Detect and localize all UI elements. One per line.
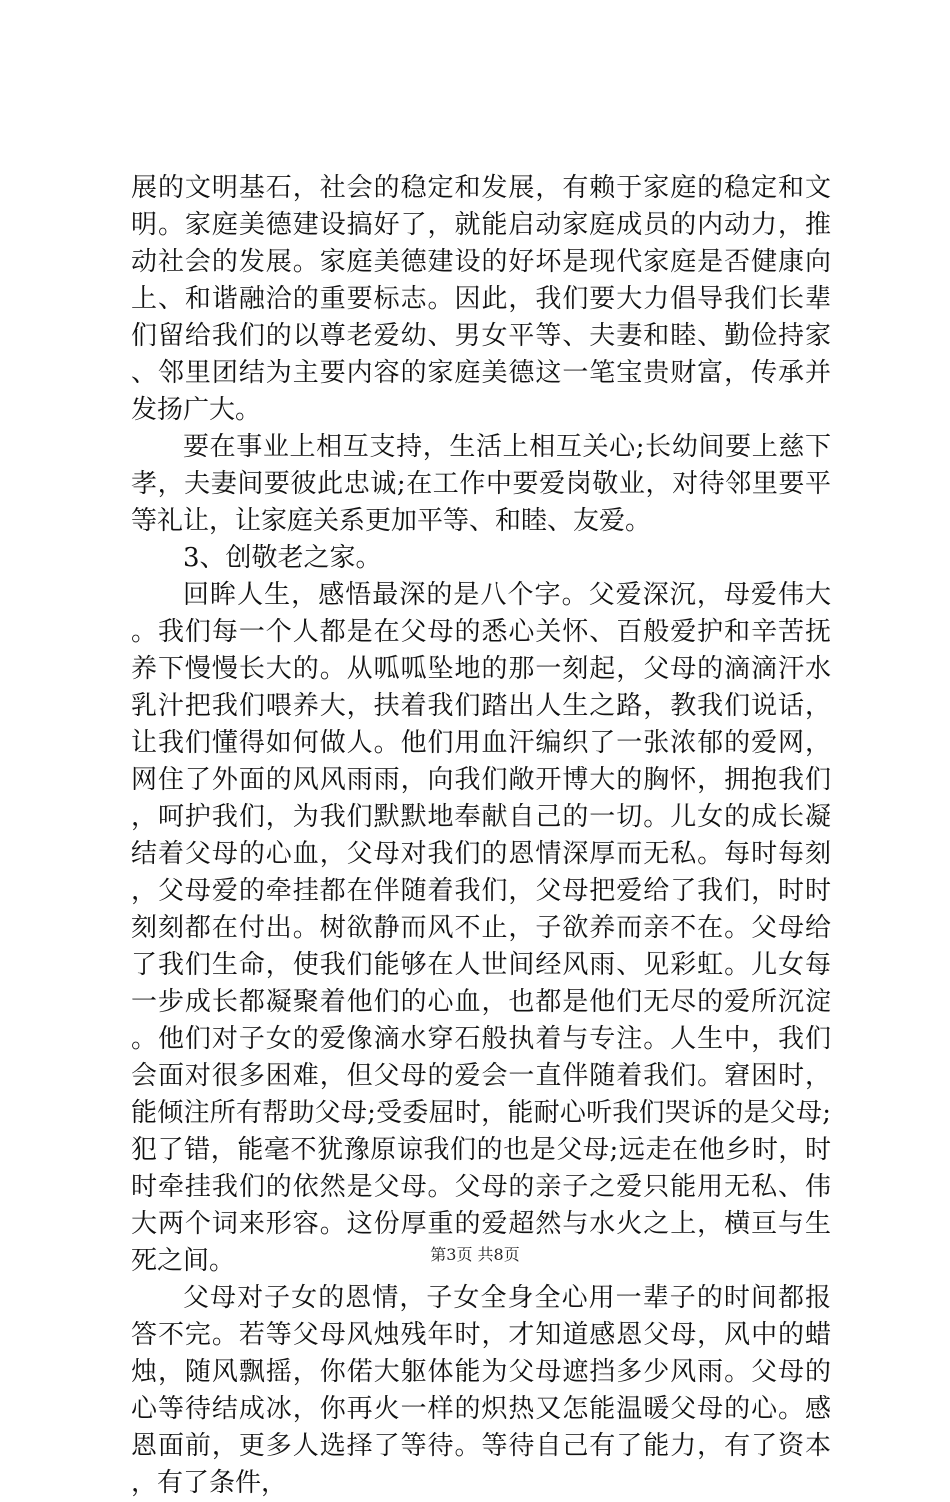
paragraph-gratitude: 父母对子女的恩情，子女全身全心用一辈子的时间都报答不完。若等父母风烛残年时，才知道感恩父母，风中的蜡烛，随风飘摇，你偌大躯体能为父母遮挡多少风雨。父母的心等待结成冰，你再火一样的炽热又怎能温暖父母的心。感恩面前，更多人选择了等待。等待自己有了能力，有了资本，有了条件，: [131, 1283, 831, 1498]
paragraph-mutual-support: 要在事业上相互支持，生活上相互关心;长幼间要上慈下孝，夫妻间要彼此忠诚;在工作中要爱岗敬业，对待邻里要平等礼让，让家庭关系更加平等、和睦、友爱。: [131, 432, 831, 536]
paragraph-family-virtue: 展的文明基石，社会的稳定和发展，有赖于家庭的稳定和文明。家庭美德建设搞好了，就能启动家庭成员的内动力，推动社会的发展。家庭美德建设的好坏是现代家庭是否健康向上、和谐融洽的重要标志。因此，我们要大力倡导我们长辈们留给我们的以尊老爱幼、男女平等、夫妻和睦、勤俭持家、邻里团结为主要内容的家庭美德这一笔宝贵财富，传承并发扬广大。: [131, 173, 831, 425]
paragraph-parents-love: 回眸人生，感悟最深的是八个字。父爱深沉，母爱伟大。我们每一个人都是在父母的悉心关怀、百般爱护和辛苦抚养下慢慢长大的。从呱呱坠地的那一刻起，父母的滴滴汗水乳汁把我们喂养大，扶着我们踏出人生之路，教我们说话，让我们懂得如何做人。他们用血汗编织了一张浓郁的爱网，网住了外面的风风雨雨，向我们敞开博大的胸怀，拥抱我们，呵护我们，为我们默默地奉献自己的一切。儿女的成长凝结着父母的心血，父母对我们的恩情深厚而无私。每时每刻，父母爱的牵挂都在伴随着我们，父母把爱给了我们，时时刻刻都在付出。树欲静而风不止，子欲养而亲不在。父母给了我们生命，使我们能够在人世间经风雨、见彩虹。儿女每一步成长都凝聚着他们的心血，也都是他们无尽的爱所沉淀。他们对子女的爱像滴水穿石般执着与专注。人生中，我们会面对很多困难，但父母的爱会一直伴随着我们。窘困时，能倾注所有帮助父母;受委屈时，能耐心听我们哭诉的是父母;犯了错，能毫不犹豫原谅我们的也是父母;远走在他乡时，时时牵挂我们的依然是父母。父母的亲子之爱只能用无私、伟大两个词来形容。这份厚重的爱超然与水火之上，横亘与生死之间。: [131, 580, 831, 1276]
page-number-footer: 第3页 共8页: [430, 1245, 520, 1264]
document-body: [131, 170, 831, 1502]
section-heading-respect-elders: 3、创敬老之家。: [183, 543, 382, 573]
